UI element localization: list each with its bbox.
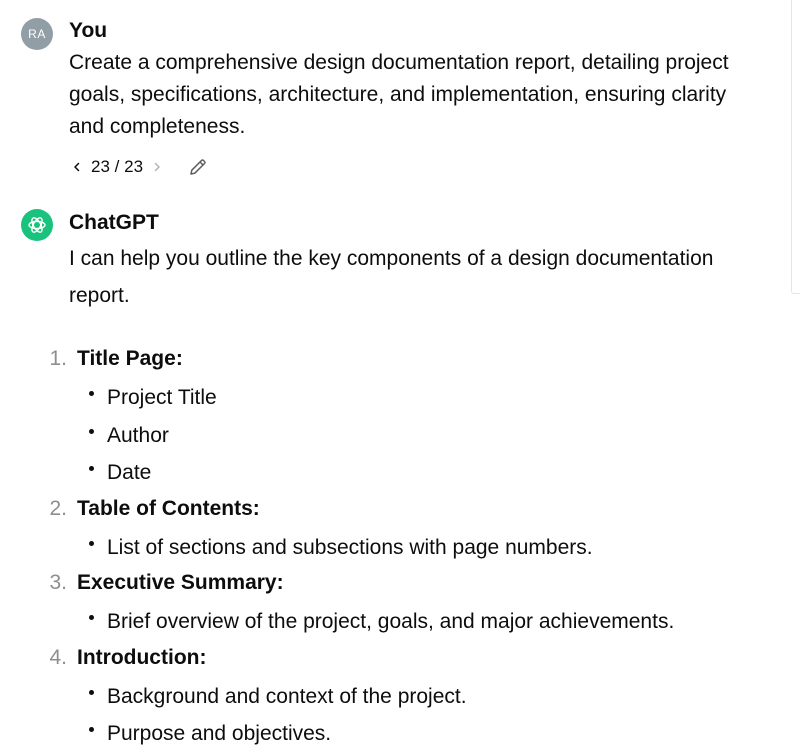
bullet-dot: [89, 466, 94, 471]
list-item-text: Date: [107, 461, 152, 484]
bullet-dot: [89, 391, 94, 396]
list-item-text: Author: [107, 423, 169, 447]
bullet-dot: [89, 727, 94, 732]
section-number: 2.: [49, 496, 67, 520]
user-avatar: RA: [21, 18, 53, 50]
version-total: 23: [124, 157, 144, 176]
chevron-left-icon[interactable]: [69, 159, 85, 175]
list-item: [0, 601, 800, 639]
outline-section: [0, 490, 800, 527]
openai-logo-icon: [21, 209, 53, 241]
version-current: 23: [91, 157, 110, 176]
list-item: [0, 377, 800, 415]
outline-section: [0, 564, 800, 601]
section-number: 4.: [49, 645, 67, 669]
list-item: [0, 713, 800, 750]
outline-section: [0, 340, 800, 377]
list-item-text: List of sections and subsections with page numbers.: [107, 535, 593, 559]
chevron-right-icon[interactable]: [149, 159, 165, 175]
version-separator: /: [114, 157, 120, 176]
pencil-icon[interactable]: [187, 156, 209, 178]
list-item: [0, 415, 800, 453]
list-item-text: Purpose and objectives.: [107, 722, 332, 745]
user-message-text: Create a comprehensive design documentation report, detailing project goals, specifications, architecture, and implementation, ensuring clarity and completeness.: [69, 51, 729, 138]
message-version-pager: [69, 154, 209, 180]
section-title: Title Page:: [77, 347, 183, 370]
user-author-name: You: [69, 19, 108, 42]
bullet-dot: [89, 541, 94, 546]
bullet-dot: [89, 429, 94, 434]
scrollbar[interactable]: [791, 0, 800, 294]
section-title: Executive Summary:: [77, 571, 284, 594]
section-number: 1.: [49, 347, 67, 370]
assistant-author-name: ChatGPT: [69, 211, 159, 234]
list-item-text: Brief overview of the project, goals, and major achievements.: [107, 610, 675, 633]
list-item-text: Project Title: [107, 386, 217, 409]
list-item: [0, 676, 800, 714]
bullet-dot: [89, 690, 94, 695]
list-item: [0, 527, 800, 565]
bullet-dot: [89, 615, 94, 620]
outline-section: [0, 639, 800, 676]
list-item-text: Background and context of the project.: [107, 684, 467, 708]
list-item: [0, 452, 800, 490]
section-title: Introduction:: [77, 645, 207, 669]
assistant-intro-text: I can help you outline the key components of a design documentation report.: [69, 247, 714, 307]
assistant-outline-list: [0, 340, 800, 750]
section-title: Table of Contents:: [77, 496, 260, 520]
section-number: 3.: [49, 571, 67, 594]
version-counter: [91, 157, 143, 177]
